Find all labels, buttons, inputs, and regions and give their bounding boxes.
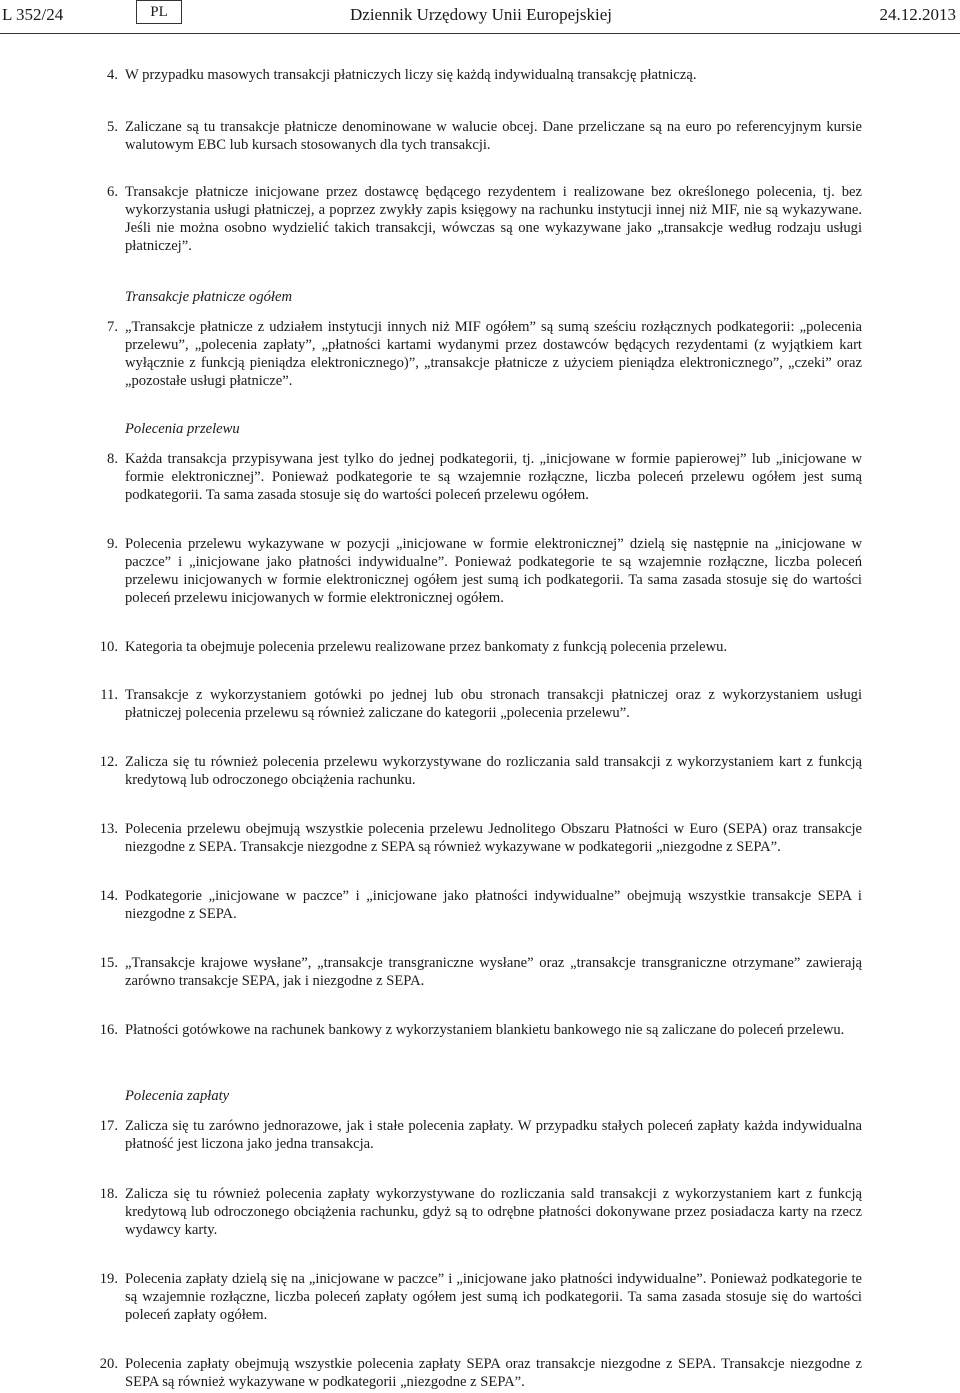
page-number: L 352/24	[2, 5, 64, 24]
paragraph-number: 17.	[99, 1118, 118, 1134]
paragraph-text: „Transakcje krajowe wysłane”, „transakcje transgraniczne wysłane” oraz „transakcje transgraniczne otrzymane” zawierają zarówno transakcje SEPA, jak i niezgodne z SEPA.	[125, 955, 862, 989]
paragraph-number: 18.	[99, 1186, 118, 1202]
journal-title: Dziennik Urzędowy Unii Europejskiej	[350, 5, 613, 24]
paragraph-text: Podkategorie „inicjowane w paczce” i „inicjowane jako płatności indywidualne” obejmują wszystkie transakcje SEPA i niezgodne z SEPA.	[125, 888, 862, 922]
paragraph-text: Kategoria ta obejmuje polecenia przelewu realizowane przez bankomaty z funkcją polecenia przelewu.	[125, 639, 728, 655]
section-heading-direct-debits: Polecenia zapłaty	[125, 1088, 230, 1104]
paragraph-number: 13.	[99, 821, 118, 837]
paragraph-number: 9.	[107, 536, 118, 552]
paragraph-text: Polecenia przelewu obejmują wszystkie polecenia przelewu Jednolitego Obszaru Płatności w Euro (SEPA) oraz transakcje niezgodne z SEPA. Transakcje niezgodne z SEPA są również wykazywane w podkategorii „niezgodne z SEPA”.	[125, 821, 862, 855]
paragraph-number: 12.	[99, 754, 118, 770]
section-heading-credit-transfers: Polecenia przelewu	[125, 421, 240, 437]
paragraph-number: 4.	[107, 67, 118, 83]
paragraph-text: Zalicza się tu również polecenia zapłaty wykorzystywane do rozliczania sald transakcji z wykorzystaniem kart z funkcją kredytową lub odroczonego obciążenia rachunku, gdyż są to odrębne płatności dokonywane przez posiadacza karty na rzecz wydawcy karty.	[125, 1186, 862, 1238]
paragraph-number: 7.	[107, 319, 118, 335]
paragraph-text: Zalicza się tu zarówno jednorazowe, jak i stałe polecenia zapłaty. W przypadku stałych poleceń zapłaty każda indywidualna płatność jest liczona jako jedna transakcja.	[125, 1118, 862, 1152]
page-header	[0, 0, 960, 30]
paragraph-number: 16.	[99, 1022, 118, 1038]
paragraph-text: Polecenia przelewu wykazywane w pozycji „inicjowane w formie elektronicznej” dzielą się następnie na „inicjowane w paczce” i „inicjowane jako płatności indywidualne”. Ponieważ podkategorie te są wzajemnie rozłączne, liczba poleceń przelewu inicjowanych w formie elektronicznej ogółem jest sumą ich podkategorii. Ta sama zasada stosuje się do wartości poleceń przelewu inicjowanych w formie elektronicznej ogółem.	[125, 536, 862, 606]
paragraph-text: Zaliczane są tu transakcje płatnicze denominowane w walucie obcej. Dane przeliczane są na euro po referencyjnym kursie walutowym EBC lub kursach stosowanych dla tych transakcji.	[125, 119, 862, 153]
paragraph-text: Każda transakcja przypisywana jest tylko do jednej podkategorii, tj. „inicjowane w formie papierowej” lub „inicjowane w formie elektronicznej”. Ponieważ podkategorie te są wzajemnie rozłączne, liczba poleceń przelewu ogółem jest sumą podkategorii. Ta sama zasada stosuje się do wartości poleceń przelewu ogółem.	[125, 451, 862, 503]
paragraph-text: Transakcje z wykorzystaniem gotówki po jednej lub obu stronach transakcji płatniczej oraz z wykorzystaniem usługi płatniczej polecenia przelewu są również zaliczane do kategorii „polecenia przelewu”.	[125, 687, 862, 721]
paragraph-number: 10.	[99, 639, 118, 655]
publication-date: 24.12.2013	[879, 5, 956, 24]
paragraph-number: 19.	[99, 1271, 118, 1287]
paragraph-text: „Transakcje płatnicze z udziałem instytucji innych niż MIF ogółem” są sumą sześciu rozłącznych podkategorii: „polecenia przelewu”, „polecenia zapłaty”, „płatności kartami wydanymi przez dostawców będących rezydentami (z wyjątkiem kart wyłącznie z funkcją pieniądza elektronicznego)”, „transakcje płatnicze z użyciem pieniądza elektronicznego”, „czeki” oraz „pozostałe usługi płatnicze”.	[125, 319, 862, 389]
paragraph-number: 6.	[107, 184, 118, 200]
paragraph-number: 11.	[100, 687, 118, 703]
paragraph-text: Polecenia zapłaty obejmują wszystkie polecenia zapłaty SEPA oraz transakcje niezgodne z SEPA. Transakcje niezgodne z SEPA są również wykazywane w podkategorii „niezgodne z SEPA”.	[125, 1356, 862, 1390]
language-badge: PL	[136, 0, 182, 24]
section-heading-total: Transakcje płatnicze ogółem	[125, 289, 292, 305]
paragraph-number: 15.	[99, 955, 118, 971]
header-divider	[0, 33, 960, 34]
paragraph-text: Płatności gotówkowe na rachunek bankowy z wykorzystaniem blankietu bankowego nie są zaliczane do poleceń przelewu.	[125, 1022, 845, 1038]
paragraph-number: 8.	[107, 451, 118, 467]
paragraph-text: Polecenia zapłaty dzielą się na „inicjowane w paczce” i „inicjowane jako płatności indywidualne”. Ponieważ podkategorie te są wzajemnie rozłączne, liczba poleceń zapłaty ogółem jest sumą ich podkategorii. Ta sama zasada stosuje się do wartości poleceń zapłaty ogółem.	[125, 1271, 862, 1323]
paragraph-text: Transakcje płatnicze inicjowane przez dostawcę będącego rezydentem i realizowane bez określonego polecenia, tj. bez wykorzystania usługi płatniczej, a poprzez zwykły zapis księgowy na rachunku instytucji innej niż MIF, nie są wykazywane. Jeśli nie można osobno wydzielić takich transakcji, wówczas są one wykazywane jako „transakcje według rodzaju usługi płatniczej”.	[125, 184, 862, 254]
paragraph-text: Zalicza się tu również polecenia przelewu wykorzystywane do rozliczania sald transakcji z wykorzystaniem kart z funkcją kredytową lub odroczonego obciążenia rachunku.	[125, 754, 862, 788]
paragraph-number: 5.	[107, 119, 118, 135]
paragraph-text: W przypadku masowych transakcji płatniczych liczy się każdą indywidualną transakcję płatniczą.	[125, 67, 697, 83]
paragraph-number: 14.	[99, 888, 118, 904]
paragraph-number: 20.	[99, 1356, 118, 1372]
